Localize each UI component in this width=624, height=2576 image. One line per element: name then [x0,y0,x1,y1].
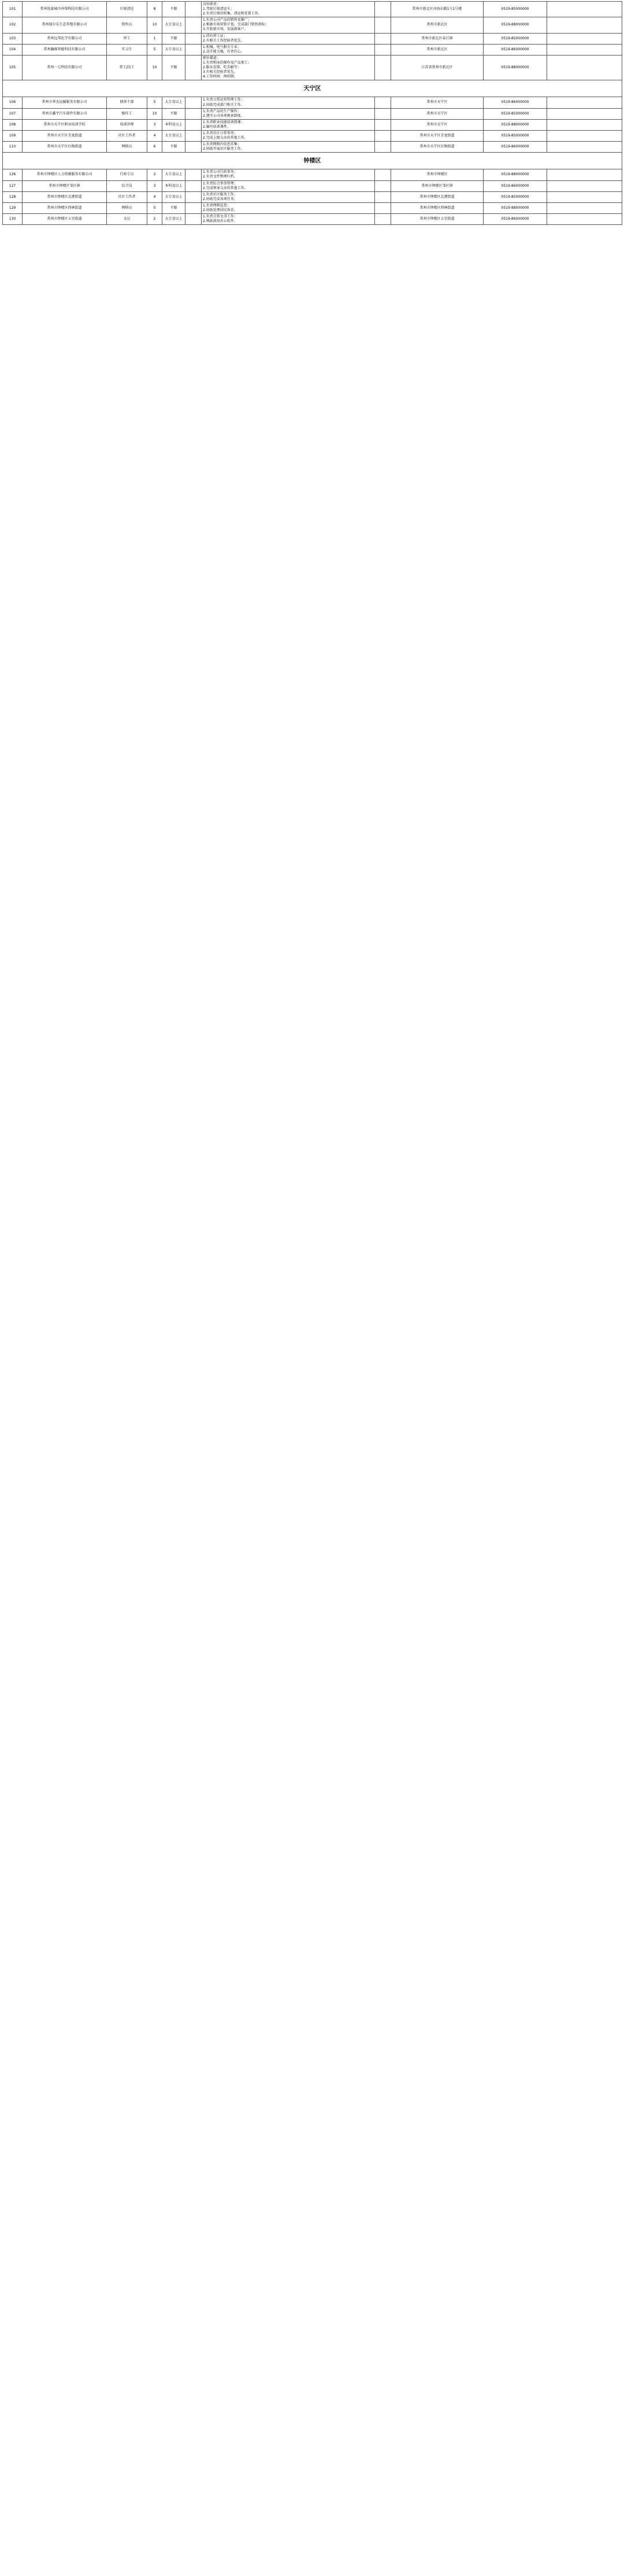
work-address: 常州市钟楼区五星街道 [391,214,484,225]
education: 大专及以上 [162,17,185,33]
education: 大专及以上 [162,169,185,180]
education: 大专及以上 [162,191,185,202]
table-row [3,191,622,202]
table-row [3,130,622,141]
section-title: 天宁区 [3,80,622,97]
table-row [3,214,622,225]
education: 不限 [162,55,185,80]
row-number: 128 [3,191,23,202]
major [185,180,202,191]
contact-phone: 0519-85000000 [484,108,547,119]
job-duties: 1.负责职业技能培训授课； 2.编写培训课件。 [202,119,375,130]
contact-phone: 0519-86000000 [484,142,547,153]
contact-email [547,17,622,33]
hire-count: 10 [147,55,162,80]
company-name: 常州市天宁区职业培训学校 [23,119,107,130]
position-name: 垃圾清运 [107,2,147,17]
position-name: 销售员 [107,17,147,33]
major [185,202,202,213]
hire-count: 6 [147,142,162,153]
major [185,108,202,119]
table-row [3,44,622,55]
contact-phone: 0519-86000000 [484,97,547,108]
job-duties: 1.持有焊工证； 2.有相关工作经验者优先。 [202,33,375,44]
major [185,119,202,130]
table-row [3,17,622,33]
salary [375,214,391,225]
education: 大专及以上 [162,214,185,225]
contact-email [547,191,622,202]
job-duties: 职位描述： 1.负责机床的操作及产品加工； 2.服从安排，吃苦耐劳； 3.有相关经验者优先。 4.工作时间：两班倒。 [202,55,375,80]
hire-count: 5 [147,44,162,55]
row-number: 129 [3,202,23,213]
contact-email [547,142,622,153]
salary [375,2,391,17]
job-listing-sheet [2,1,622,225]
education: 不限 [162,2,185,17]
work-address: 常州市天宁区青龙街道 [391,130,484,141]
row-number: 102 [3,17,23,33]
company-name: 常州市天宁区青龙街道 [23,130,107,141]
section-header [3,80,622,97]
table-row [3,180,622,191]
work-address: 常州市新北区 [391,44,484,55]
job-duties: 1.负责日常文书工作； 2.熟练使用办公软件。 [202,214,375,225]
major [185,17,202,33]
row-number: 109 [3,130,23,141]
contact-email [547,130,622,141]
work-address: 常州市新北区 [391,17,484,33]
hire-count: 4 [147,130,162,141]
company-name: 常州远邦化学有限公司 [23,33,107,44]
table-row [3,97,622,108]
work-address: 常州市天宁区 [391,97,484,108]
education: 不限 [162,142,185,153]
education: 本科及以上 [162,119,185,130]
education: 大专及以上 [162,44,185,55]
salary [375,17,391,33]
job-duties: 1.负责社区日常事务； 2.完成上级交办的其他工作。 [202,130,375,141]
company-name: 常州瀚维智能科技有限公司 [23,44,107,55]
position-name: 操作工 [107,108,147,119]
section-title: 钟楼区 [3,153,622,169]
contact-email [547,55,622,80]
company-name: 常州市钟楼区邹区镇 [23,180,107,191]
major [185,2,202,17]
position-name: 社区工作者 [107,191,147,202]
job-duties: 1.负责产品的生产操作； 2.遵守公司各项规章制度。 [202,108,375,119]
salary [375,130,391,141]
company-name: 常州瑞尔乐生态养殖有限公司 [23,17,107,33]
salary [375,44,391,55]
row-number: 105 [3,55,23,80]
section-header [3,153,622,169]
position-name: 储备干部 [107,97,147,108]
education: 大专及以上 [162,130,185,141]
row-number: 104 [3,44,23,55]
table-row [3,202,622,213]
hire-count: 8 [147,2,162,17]
contact-phone: 0519-88000000 [484,119,547,130]
job-duties: 1.负责网格内信息采集； 2.协助开展社区服务工作。 [202,142,375,153]
work-address: 常州市钟楼区邹区镇 [391,180,484,191]
contact-email [547,202,622,213]
hire-count: 1 [147,33,162,44]
salary [375,169,391,180]
position-name: 网格员 [107,202,147,213]
contact-phone: 0519-85000000 [484,33,547,44]
salary [375,119,391,130]
work-address: 常州市钟楼区西林街道 [391,202,484,213]
position-name: 行政专员 [107,169,147,180]
contact-email [547,44,622,55]
position-name: 综合岗 [107,180,147,191]
major [185,142,202,153]
position-name: 普工/技工 [107,55,147,80]
salary [375,55,391,80]
contact-phone: 0519-86000000 [484,180,547,191]
company-name: 常州市华杰运输服务有限公司 [23,97,107,108]
contact-phone: 0519-85000000 [484,130,547,141]
table-row [3,142,622,153]
position-name: 文员 [107,214,147,225]
salary [375,33,391,44]
hire-count: 10 [147,108,162,119]
education: 大专及以上 [162,97,185,108]
contact-phone: 0519-88000000 [484,169,547,180]
major [185,191,202,202]
work-address: 常州市钟楼区 [391,169,484,180]
row-number: 101 [3,2,23,17]
company-name: 常州市钟楼区西林街道 [23,202,107,213]
table-row [3,33,622,44]
salary [375,97,391,108]
hire-count: 2 [147,169,162,180]
job-duties: 1.负责公司产品的销售及推广； 2.根据市场营销计划，完成部门销售指标； 3.开拓新市场，发展新客户。 [202,17,375,33]
contact-email [547,169,622,180]
company-name: 常州锐豪城市环保科技有限公司 [23,2,107,17]
job-duties: 1.机械、电气相关专业； 2.动手能力强，有责任心。 [202,44,375,55]
contact-phone: 0519-85000000 [484,2,547,17]
contact-email [547,2,622,17]
position-name: 培训讲师 [107,119,147,130]
row-number: 103 [3,33,23,44]
job-duties: 1.负责公司行政事务； 2.负责文件整理归档。 [202,169,375,180]
hire-count: 5 [147,97,162,108]
contact-email [547,180,622,191]
work-address: 常州市天宁区红梅街道 [391,142,484,153]
job-duties: 1.负责网格巡查； 2.协助处理居民诉求。 [202,202,375,213]
row-number: 127 [3,180,23,191]
company-name: 常州市钟楼区五星街道 [23,214,107,225]
job-duties: 1.负责综合事务管理； 2.完成领导交办的其他工作。 [202,180,375,191]
position-name: 网格员 [107,142,147,153]
salary [375,191,391,202]
job-duties: 岗位职责： 1.驾驶垃圾清运车； 2.负责垃圾的收集、清运和处置工作。 [202,2,375,17]
row-number: 126 [3,169,23,180]
table-row [3,55,622,80]
row-number: 107 [3,108,23,119]
contact-email [547,97,622,108]
hire-count: 3 [147,119,162,130]
hire-count: 10 [147,17,162,33]
position-name: 社区工作者 [107,130,147,141]
company-name: 常州一元科技有限公司 [23,55,107,80]
major [185,214,202,225]
table-row [3,108,622,119]
company-name: 常州市钟楼区北港街道 [23,191,107,202]
education: 本科及以上 [162,180,185,191]
education: 不限 [162,202,185,213]
job-table [2,1,622,225]
table-row [3,119,622,130]
major [185,169,202,180]
contact-email [547,119,622,130]
work-address: 常州市新北区河海东路1号1号楼 [391,2,484,17]
position-name: 实习生 [107,44,147,55]
hire-count: 2 [147,214,162,225]
contact-email [547,108,622,119]
contact-phone: 0519-88000000 [484,17,547,33]
contact-phone: 0519-88000000 [484,202,547,213]
hire-count: 4 [147,191,162,202]
work-address: 常州市新北区春江镇 [391,33,484,44]
contact-phone: 0519-86000000 [484,214,547,225]
major [185,97,202,108]
hire-count: 5 [147,202,162,213]
work-address: 常州市天宁区 [391,108,484,119]
contact-email [547,33,622,44]
company-name: 常州市钟楼区人力资源服务有限公司 [23,169,107,180]
salary [375,108,391,119]
major [185,44,202,55]
contact-phone: 0519-88000000 [484,55,547,80]
row-number: 108 [3,119,23,130]
work-address: 常州市钟楼区北港街道 [391,191,484,202]
table-row [3,2,622,17]
education: 不限 [162,33,185,44]
contact-phone: 0519-85000000 [484,191,547,202]
contact-phone: 0519-86000000 [484,44,547,55]
salary [375,202,391,213]
position-name: 焊工 [107,33,147,44]
company-name: 常州市鑫宇汽车部件有限公司 [23,108,107,119]
salary [375,142,391,153]
table-row [3,169,622,180]
major [185,55,202,80]
work-address: 江苏省常州市新北区 [391,55,484,80]
education: 不限 [162,108,185,119]
row-number: 110 [3,142,23,153]
hire-count: 3 [147,180,162,191]
salary [375,180,391,191]
row-number: 130 [3,214,23,225]
job-duties: 1.负责社区服务工作； 2.协助完成各项任务。 [202,191,375,202]
major [185,33,202,44]
major [185,130,202,141]
row-number: 106 [3,97,23,108]
contact-email [547,214,622,225]
job-duties: 1.负责日常运营管理工作； 2.协助完成部门相关工作。 [202,97,375,108]
company-name: 常州市天宁区红梅街道 [23,142,107,153]
work-address: 常州市天宁区 [391,119,484,130]
